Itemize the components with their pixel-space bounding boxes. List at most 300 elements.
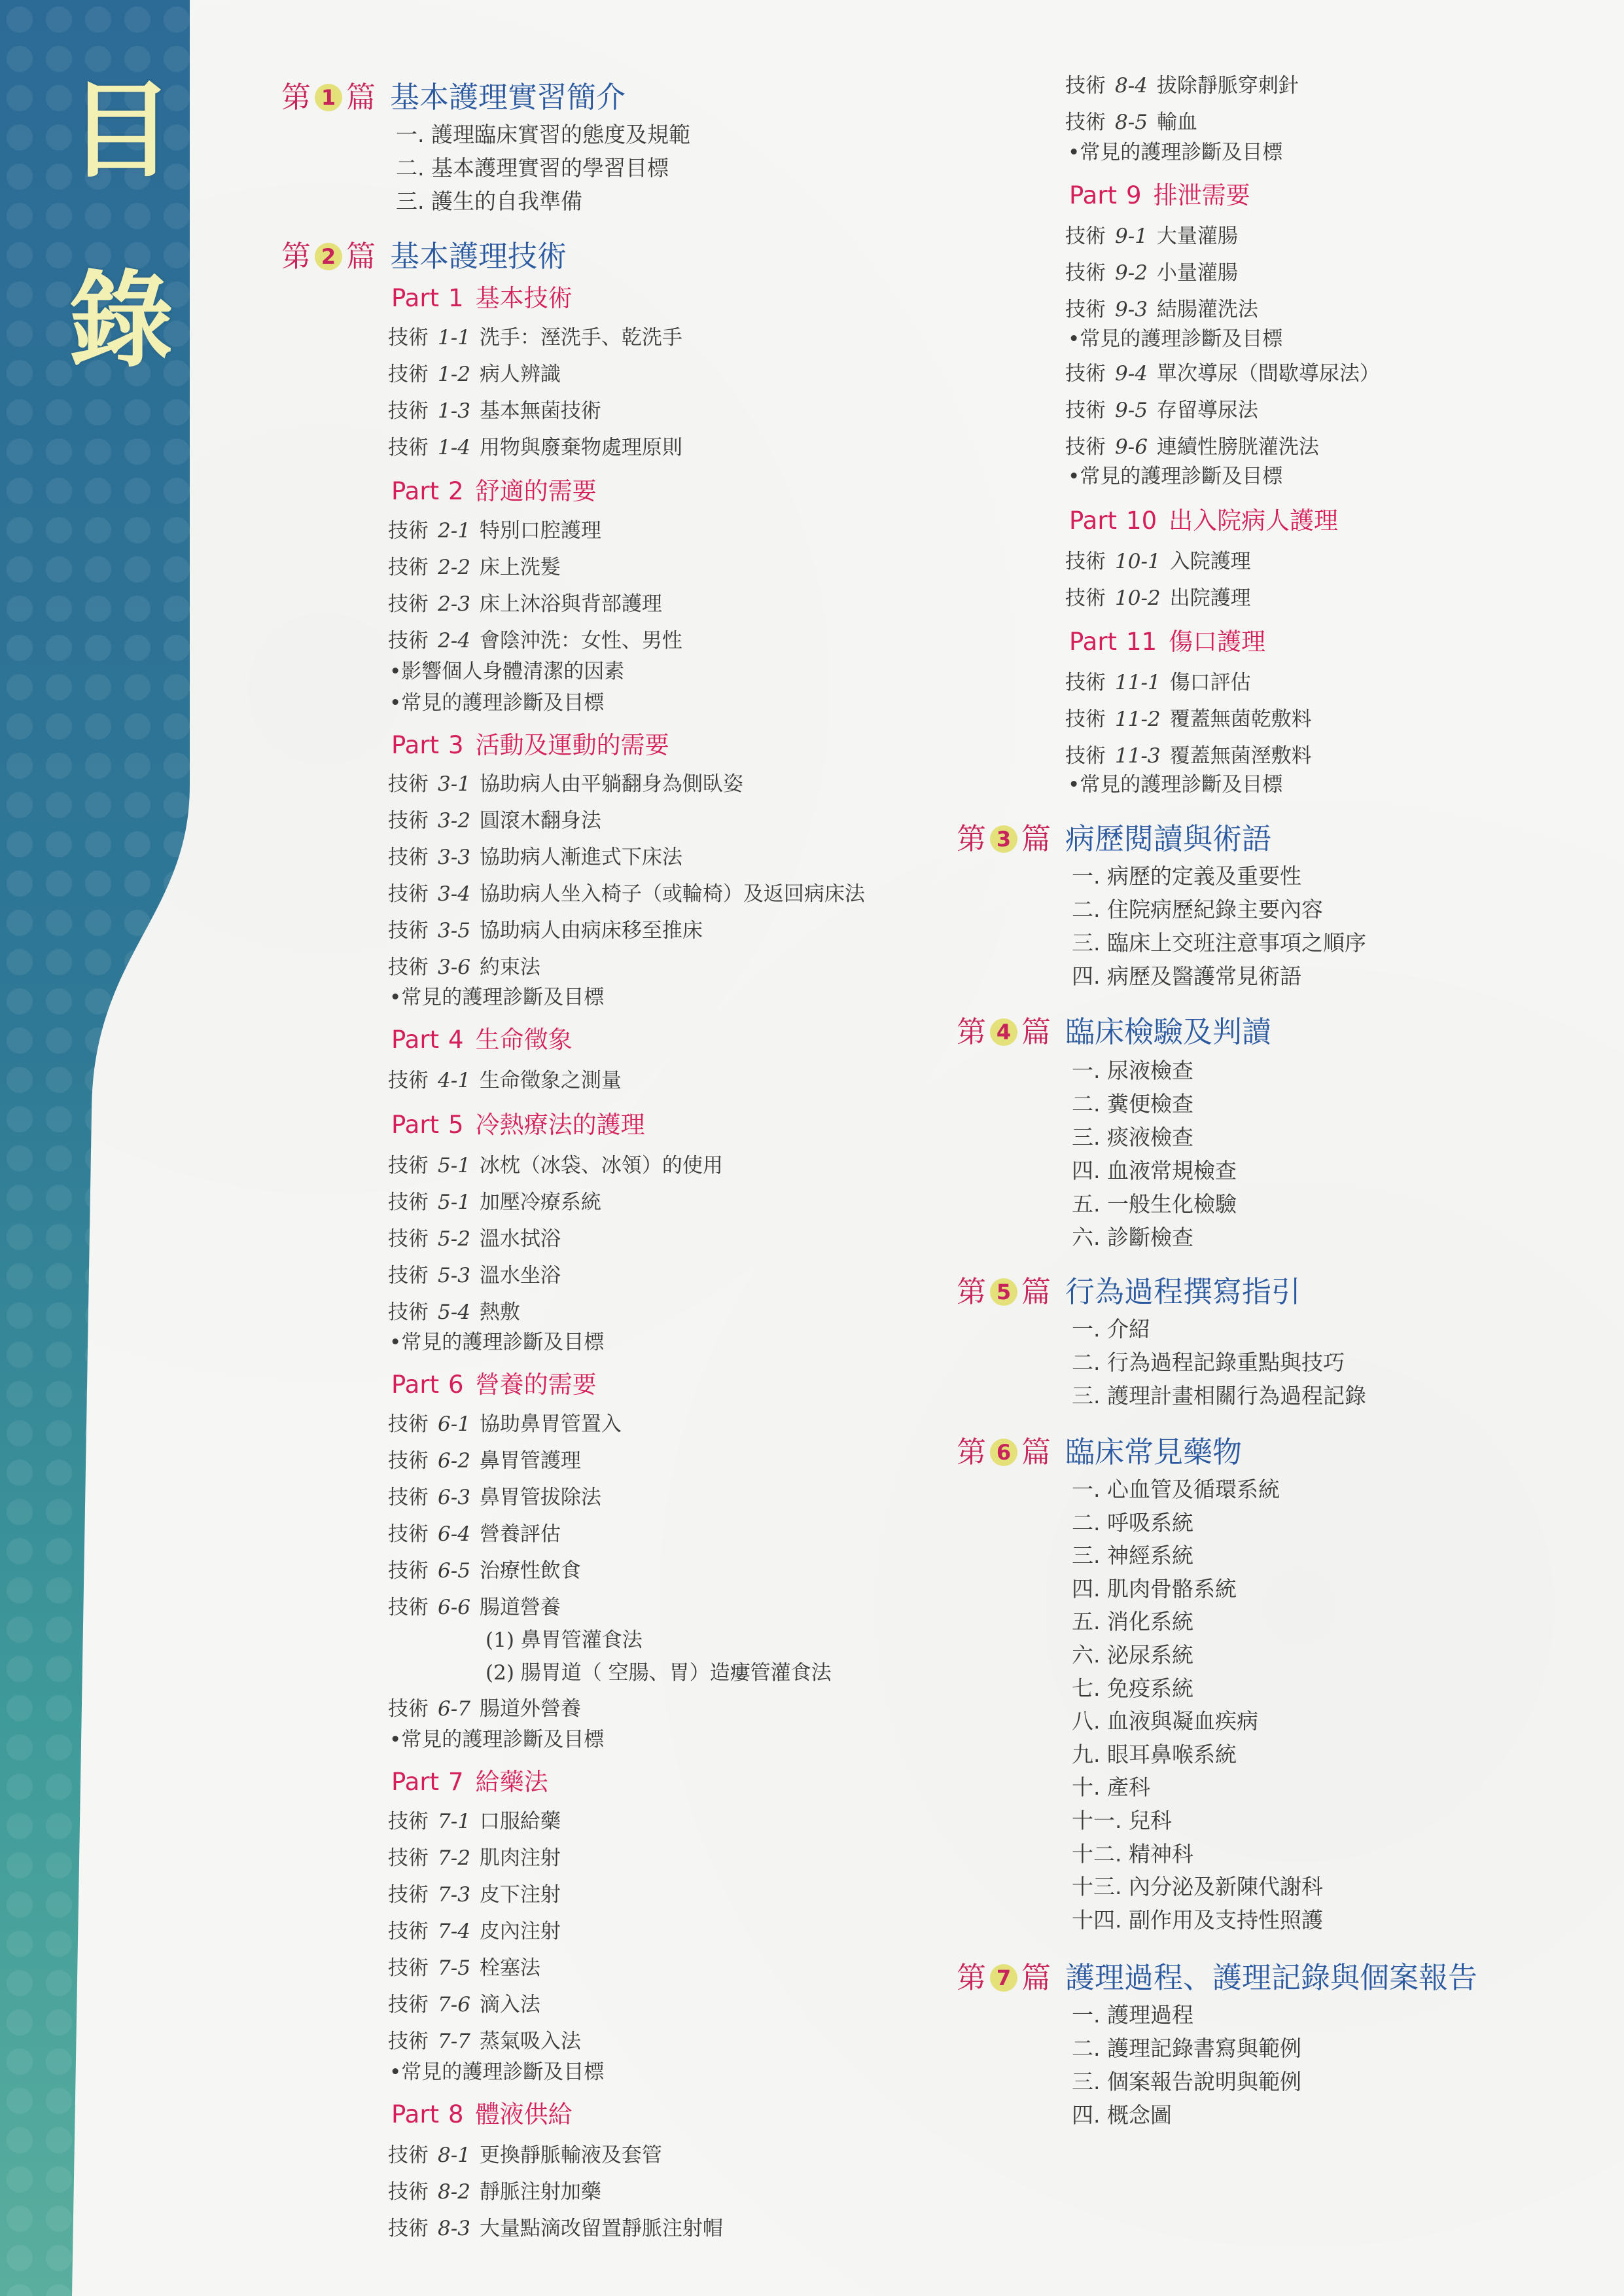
- part-label: Part: [1069, 507, 1118, 535]
- technique-title: 生命徵象之測量: [479, 1069, 622, 1092]
- technique-item: [1065, 105, 1197, 135]
- part-number: 5: [448, 1111, 464, 1139]
- chapter-heading: [957, 815, 1271, 857]
- technique-title: 蒸氣吸入法: [479, 2030, 581, 2053]
- part-label: Part: [391, 731, 440, 759]
- technique-title: 結腸灌洗法: [1156, 298, 1258, 321]
- chapter-prefix: 第: [957, 1014, 987, 1049]
- technique-item: [388, 1064, 622, 1093]
- chapter-item: 一. 護理臨床實習的態度及規範: [396, 122, 690, 147]
- chapter-item: 二. 基本護理實習的學習目標: [396, 155, 669, 181]
- part-number: 11: [1126, 628, 1157, 656]
- technique-title: 床上沐浴與背部護理: [479, 592, 662, 616]
- part-number: 10: [1126, 507, 1157, 535]
- technique-number: 2-3: [438, 592, 470, 616]
- technique-label: 技術: [388, 1920, 429, 1943]
- technique-number: 9-3: [1115, 298, 1148, 321]
- technique-item: [388, 1517, 561, 1547]
- technique-title: 洗手：溼洗手、乾洗手: [479, 326, 682, 350]
- technique-number: 7-2: [438, 1846, 470, 1870]
- technique-number: 6-2: [438, 1449, 470, 1473]
- technique-item: [388, 950, 540, 980]
- bullet-item: •常見的護理診斷及目標: [1068, 465, 1283, 488]
- technique-title: 連續性膀胱灌洗法: [1156, 435, 1319, 459]
- chapter-item: 四. 概念圖: [1072, 2102, 1172, 2128]
- technique-item: [1065, 293, 1258, 322]
- technique-label: 技術: [388, 1883, 429, 1907]
- chapter-number-badge: 7: [990, 1964, 1017, 1992]
- technique-number: 2-1: [438, 519, 470, 543]
- technique-title: 大量點滴改留置靜脈注射帽: [479, 2217, 723, 2240]
- chapter-item: 二. 呼吸系統: [1072, 1509, 1193, 1535]
- technique-label: 技術: [1065, 708, 1106, 731]
- technique-item: [1065, 393, 1258, 423]
- chapter-title: 基本護理實習簡介: [390, 80, 626, 115]
- technique-item: [388, 431, 682, 460]
- technique-item: [388, 1185, 601, 1215]
- chapter-title: 行為過程撰寫指引: [1065, 1274, 1301, 1309]
- technique-title: 加壓冷療系統: [479, 1191, 601, 1214]
- technique-number: 2-2: [438, 556, 470, 579]
- technique-title: 輸血: [1156, 111, 1197, 134]
- chapter-title: 護理過程、護理記錄與個案報告: [1065, 1960, 1478, 1995]
- chapter-prefix: 第: [957, 1274, 987, 1309]
- chapter-item: 十. 產科: [1072, 1774, 1150, 1801]
- technique-label: 技術: [388, 1993, 429, 2017]
- technique-item: [388, 357, 561, 387]
- technique-label: 技術: [388, 919, 429, 942]
- technique-title: 冰枕（冰袋、冰領）的使用: [479, 1154, 723, 1177]
- part-title: 出入院病人護理: [1169, 507, 1339, 535]
- technique-item: [1065, 256, 1238, 285]
- technique-title: 溫水拭浴: [479, 1227, 561, 1251]
- technique-number: 4-1: [438, 1069, 470, 1092]
- technique-title: 出院護理: [1169, 586, 1251, 610]
- technique-item: [388, 914, 703, 943]
- page-title-char-lu: 錄: [68, 259, 173, 382]
- technique-label: 技術: [1065, 550, 1106, 573]
- bullet-item: •常見的護理診斷及目標: [1068, 327, 1283, 351]
- bullet-item: •常見的護理診斷及目標: [1068, 773, 1283, 797]
- technique-label: 技術: [388, 1559, 429, 1583]
- technique-title: 皮內注射: [479, 1920, 561, 1943]
- technique-title: 協助病人坐入椅子（或輪椅）及返回病床法: [479, 882, 865, 906]
- part-label: Part: [1069, 181, 1118, 209]
- technique-item: [1065, 69, 1299, 98]
- technique-item: [388, 2138, 662, 2168]
- technique-number: 6-7: [438, 1697, 470, 1721]
- chapter-item: 五. 一般生化檢驗: [1072, 1191, 1237, 1217]
- technique-number: 6-3: [438, 1486, 470, 1509]
- chapter-prefix: 第: [957, 821, 987, 856]
- technique-item: [388, 1951, 540, 1981]
- technique-label: 技術: [388, 1956, 429, 1980]
- chapter-suffix: 篇: [346, 239, 376, 274]
- chapter-heading: [957, 1954, 1477, 1996]
- chapter-heading: [957, 1428, 1242, 1471]
- technique-label: 技術: [1065, 298, 1106, 321]
- chapter-heading: [957, 1268, 1301, 1310]
- chapter-suffix: 篇: [1021, 1960, 1051, 1995]
- technique-label: 技術: [388, 809, 429, 833]
- technique-label: 技術: [388, 1522, 429, 1546]
- technique-label: 技術: [388, 956, 429, 979]
- technique-item: [388, 767, 743, 797]
- chapter-prefix: 第: [957, 1960, 987, 1995]
- decorative-side-band: [0, 0, 196, 2296]
- technique-title: 肌肉注射: [479, 1846, 561, 1870]
- part-title: 傷口護理: [1169, 628, 1266, 656]
- technique-label: 技術: [388, 1697, 429, 1721]
- technique-number: 7-5: [438, 1956, 470, 1980]
- chapter-item: 二. 住院病歷紀錄主要內容: [1072, 897, 1323, 922]
- chapter-suffix: 篇: [1021, 1014, 1051, 1049]
- technique-number: 6-6: [438, 1596, 470, 1619]
- technique-item: [1065, 581, 1251, 611]
- technique-label: 技術: [388, 2217, 429, 2240]
- chapter-item: 四. 血液常規檢查: [1072, 1158, 1237, 1183]
- part-label: Part: [391, 1026, 440, 1054]
- chapter-item: 二. 護理記錄書寫與範例: [1072, 2036, 1301, 2061]
- part-title: 給藥法: [475, 1768, 548, 1796]
- technique-title: 鼻胃管拔除法: [479, 1486, 601, 1509]
- chapter-number-badge: 2: [315, 243, 342, 270]
- technique-number: 11-1: [1115, 671, 1161, 694]
- technique-title: 約束法: [479, 956, 540, 979]
- technique-title: 存留導尿法: [1156, 399, 1258, 422]
- chapter-title: 臨床檢驗及判讀: [1065, 1014, 1272, 1049]
- technique-title: 協助病人由病床移至推床: [479, 919, 703, 942]
- part-title: 冷熱療法的護理: [475, 1111, 645, 1139]
- technique-number: 6-5: [438, 1559, 470, 1583]
- technique-number: 3-1: [438, 772, 470, 796]
- part-title: 體液供給: [475, 2100, 573, 2128]
- technique-number: 11-2: [1115, 708, 1161, 731]
- chapter-heading: [281, 232, 567, 275]
- technique-number: 9-5: [1115, 399, 1148, 422]
- technique-title: 更換靜脈輸液及套管: [479, 2144, 662, 2167]
- technique-title: 病人辨識: [479, 363, 561, 386]
- technique-number: 3-5: [438, 919, 470, 942]
- part-number: 2: [448, 477, 464, 505]
- part-number: 1: [448, 284, 464, 312]
- technique-label: 技術: [388, 399, 429, 423]
- chapter-title: 基本護理技術: [390, 239, 567, 274]
- sub-item: (1) 鼻胃管灌食法: [485, 1628, 643, 1652]
- part-title: 活動及運動的需要: [475, 731, 669, 759]
- technique-item: [388, 1692, 581, 1721]
- technique-title: 基本無菌技術: [479, 399, 601, 423]
- technique-item: [388, 1590, 561, 1620]
- technique-title: 入院護理: [1169, 550, 1251, 573]
- technique-item: [388, 1804, 561, 1834]
- part-title: 生命徵象: [475, 1026, 573, 1054]
- technique-label: 技術: [388, 2180, 429, 2204]
- chapter-title: 病歷閱讀與術語: [1065, 821, 1272, 856]
- technique-label: 技術: [388, 592, 429, 616]
- technique-item: [388, 321, 682, 350]
- technique-label: 技術: [388, 436, 429, 459]
- chapter-item: 七. 免疫系統: [1072, 1675, 1193, 1701]
- technique-number: 5-2: [438, 1227, 470, 1251]
- technique-item: [388, 1295, 520, 1325]
- technique-item: [388, 2024, 581, 2054]
- technique-title: 營養評估: [479, 1522, 561, 1546]
- chapter-item: 十二. 精神科: [1072, 1840, 1193, 1867]
- chapter-number-badge: 5: [990, 1278, 1017, 1306]
- technique-title: 腸道外營養: [479, 1697, 581, 1721]
- chapter-suffix: 篇: [1021, 821, 1051, 856]
- technique-number: 5-1: [438, 1154, 470, 1177]
- chapter-item: 一. 病歷的定義及重要性: [1072, 863, 1301, 889]
- part-title: 基本技術: [475, 284, 573, 312]
- chapter-item: 八. 血液與凝血疾病: [1072, 1708, 1258, 1734]
- technique-label: 技術: [388, 1191, 429, 1214]
- part-heading: [1069, 622, 1265, 657]
- part-heading: [391, 2094, 573, 2130]
- technique-label: 技術: [1065, 224, 1106, 248]
- technique-number: 9-4: [1115, 362, 1148, 386]
- technique-item: [388, 1444, 581, 1473]
- technique-number: 9-6: [1115, 435, 1148, 459]
- part-number: 3: [448, 731, 464, 759]
- part-heading: [391, 1762, 548, 1797]
- part-heading: [391, 1020, 573, 1055]
- bullet-item: •常見的護理診斷及目標: [389, 986, 605, 1009]
- technique-number: 1-4: [438, 436, 470, 459]
- technique-item: [1065, 219, 1238, 249]
- technique-label: 技術: [388, 2144, 429, 2167]
- part-title: 舒適的需要: [475, 477, 597, 505]
- technique-item: [388, 1988, 540, 2017]
- page-title-char-mu: 目: [68, 69, 173, 192]
- chapter-item: 二. 行為過程記錄重點與技巧: [1072, 1350, 1345, 1375]
- technique-item: [388, 840, 682, 870]
- chapter-item: 六. 泌尿系統: [1072, 1642, 1193, 1668]
- technique-number: 8-5: [1115, 111, 1148, 134]
- chapter-item: 十三. 內分泌及新陳代謝科: [1072, 1874, 1323, 1900]
- technique-title: 床上洗髮: [479, 556, 561, 579]
- technique-title: 滴入法: [479, 1993, 540, 2017]
- technique-number: 2-4: [438, 629, 470, 653]
- technique-number: 7-4: [438, 1920, 470, 1943]
- technique-item: [388, 394, 601, 423]
- technique-title: 溫水坐浴: [479, 1264, 561, 1287]
- chapter-item: 一. 護理過程: [1072, 2002, 1193, 2028]
- part-heading: [391, 1105, 645, 1140]
- technique-label: 技術: [388, 882, 429, 906]
- technique-title: 覆蓋無菌溼敷料: [1169, 744, 1312, 768]
- chapter-item: 三. 痰液檢查: [1072, 1124, 1193, 1150]
- chapter-item: 九. 眼耳鼻喉系統: [1072, 1741, 1237, 1767]
- technique-label: 技術: [388, 1449, 429, 1473]
- chapter-item: 六. 診斷檢查: [1072, 1225, 1193, 1250]
- technique-number: 5-1: [438, 1191, 470, 1214]
- technique-label: 技術: [388, 556, 429, 579]
- technique-item: [388, 1149, 723, 1178]
- chapter-number-badge: 6: [990, 1439, 1017, 1466]
- technique-item: [388, 1480, 601, 1510]
- technique-number: 5-3: [438, 1264, 470, 1287]
- chapter-item: 三. 神經系統: [1072, 1543, 1193, 1569]
- technique-title: 皮下注射: [479, 1883, 561, 1907]
- sub-item: (2) 腸胃道（ 空腸、胃）造瘻管灌食法: [485, 1661, 832, 1685]
- part-heading: [1069, 501, 1338, 536]
- technique-item: [1065, 739, 1312, 768]
- technique-title: 小量灌腸: [1156, 261, 1238, 285]
- technique-number: 3-2: [438, 809, 470, 833]
- technique-label: 技術: [388, 1264, 429, 1287]
- chapter-item: 一. 尿液檢查: [1072, 1058, 1193, 1083]
- part-number: 8: [448, 2100, 464, 2128]
- technique-label: 技術: [1065, 362, 1106, 386]
- bullet-item: •常見的護理診斷及目標: [389, 2060, 605, 2084]
- technique-label: 技術: [388, 1810, 429, 1833]
- technique-label: 技術: [388, 1412, 429, 1436]
- bullet-item: •常見的護理診斷及目標: [389, 1728, 605, 1751]
- technique-title: 口服給藥: [479, 1810, 561, 1833]
- technique-number: 8-4: [1115, 74, 1148, 98]
- technique-label: 技術: [388, 1596, 429, 1619]
- technique-number: 7-1: [438, 1810, 470, 1833]
- chapter-title: 臨床常見藥物: [1065, 1435, 1243, 1469]
- technique-item: [1065, 702, 1312, 732]
- chapter-item: 五. 消化系統: [1072, 1609, 1193, 1635]
- technique-item: [388, 2212, 723, 2241]
- chapter-item: 四. 肌肉骨骼系統: [1072, 1575, 1237, 1602]
- technique-label: 技術: [388, 519, 429, 543]
- chapter-prefix: 第: [281, 80, 311, 115]
- technique-label: 技術: [388, 363, 429, 386]
- chapter-item: 一. 心血管及循環系統: [1072, 1477, 1280, 1502]
- technique-item: [388, 1554, 581, 1583]
- technique-number: 7-7: [438, 2030, 470, 2053]
- technique-item: [388, 2175, 601, 2204]
- technique-number: 1-1: [438, 326, 470, 350]
- technique-item: [1065, 430, 1319, 459]
- technique-item: [388, 1878, 561, 1907]
- technique-number: 8-1: [438, 2144, 470, 2167]
- technique-item: [388, 587, 662, 617]
- technique-label: 技術: [388, 1486, 429, 1509]
- technique-title: 栓塞法: [479, 1956, 540, 1980]
- chapter-item: 二. 糞便檢查: [1072, 1091, 1193, 1117]
- technique-label: 技術: [388, 1154, 429, 1177]
- chapter-suffix: 篇: [346, 80, 376, 115]
- part-number: 4: [448, 1026, 464, 1054]
- technique-title: 協助鼻胃管置入: [479, 1412, 622, 1436]
- part-title: 排泄需要: [1153, 181, 1250, 209]
- technique-item: [388, 804, 601, 833]
- technique-number: 6-4: [438, 1522, 470, 1546]
- part-number: 7: [448, 1768, 464, 1796]
- chapter-item: 十四. 副作用及支持性照護: [1072, 1907, 1323, 1933]
- part-heading: [1069, 175, 1250, 211]
- technique-number: 3-3: [438, 846, 470, 869]
- technique-number: 9-2: [1115, 261, 1148, 285]
- technique-label: 技術: [388, 846, 429, 869]
- chapter-item: 四. 病歷及醫護常見術語: [1072, 963, 1301, 989]
- technique-item: [1065, 666, 1251, 695]
- chapter-number-badge: 1: [315, 84, 342, 111]
- chapter-heading: [281, 73, 626, 116]
- technique-number: 5-4: [438, 1300, 470, 1324]
- chapter-number-badge: 3: [990, 825, 1017, 853]
- technique-title: 大量灌腸: [1156, 224, 1238, 248]
- part-label: Part: [391, 284, 440, 312]
- technique-title: 治療性飲食: [479, 1559, 581, 1583]
- technique-label: 技術: [388, 2030, 429, 2053]
- technique-item: [388, 514, 601, 543]
- technique-item: [1065, 357, 1380, 386]
- bullet-item: •常見的護理診斷及目標: [389, 691, 605, 715]
- technique-item: [388, 1407, 622, 1437]
- technique-number: 11-3: [1115, 744, 1161, 768]
- technique-label: 技術: [388, 1300, 429, 1324]
- technique-number: 6-1: [438, 1412, 470, 1436]
- technique-title: 靜脈注射加藥: [479, 2180, 601, 2204]
- technique-label: 技術: [1065, 74, 1106, 98]
- part-title: 營養的需要: [475, 1371, 597, 1399]
- part-label: Part: [391, 1371, 440, 1399]
- technique-number: 8-3: [438, 2217, 470, 2240]
- technique-title: 圓滾木翻身法: [479, 809, 601, 833]
- technique-item: [388, 550, 561, 580]
- part-label: Part: [1069, 628, 1118, 656]
- part-number: 6: [448, 1371, 464, 1399]
- technique-number: 9-1: [1115, 224, 1148, 248]
- technique-number: 3-4: [438, 882, 470, 906]
- bullet-item: •影響個人身體清潔的因素: [389, 660, 625, 683]
- technique-title: 傷口評估: [1169, 671, 1251, 694]
- technique-label: 技術: [388, 1227, 429, 1251]
- technique-title: 特別口腔護理: [479, 519, 601, 543]
- technique-label: 技術: [1065, 261, 1106, 285]
- part-label: Part: [391, 2100, 440, 2128]
- technique-title: 用物與廢棄物處理原則: [479, 436, 682, 459]
- technique-title: 拔除靜脈穿刺針: [1156, 74, 1299, 98]
- technique-number: 3-6: [438, 956, 470, 979]
- technique-item: [388, 1841, 561, 1871]
- technique-number: 8-2: [438, 2180, 470, 2204]
- chapter-item: 一. 介紹: [1072, 1316, 1150, 1342]
- chapter-prefix: 第: [957, 1435, 987, 1469]
- technique-item: [388, 1259, 561, 1288]
- technique-label: 技術: [1065, 399, 1106, 422]
- technique-title: 單次導尿（間歇導尿法）: [1156, 362, 1380, 386]
- technique-number: 1-3: [438, 399, 470, 423]
- chapter-suffix: 篇: [1021, 1274, 1051, 1309]
- technique-title: 協助病人由平躺翻身為側臥姿: [479, 772, 743, 796]
- chapter-prefix: 第: [281, 239, 311, 274]
- part-label: Part: [391, 477, 440, 505]
- chapter-item: 三. 臨床上交班注意事項之順序: [1072, 930, 1366, 956]
- technique-label: 技術: [388, 629, 429, 653]
- part-heading: [391, 1365, 597, 1400]
- technique-number: 10-1: [1115, 550, 1161, 573]
- technique-label: 技術: [1065, 586, 1106, 610]
- part-heading: [391, 725, 669, 761]
- technique-item: [1065, 545, 1251, 574]
- technique-item: [388, 1222, 561, 1251]
- chapter-heading: [957, 1008, 1271, 1050]
- part-label: Part: [391, 1111, 440, 1139]
- technique-item: [388, 877, 865, 906]
- technique-item: [388, 624, 682, 653]
- bullet-item: •常見的護理診斷及目標: [1068, 141, 1283, 164]
- technique-label: 技術: [1065, 744, 1106, 768]
- technique-title: 熱敷: [479, 1300, 520, 1324]
